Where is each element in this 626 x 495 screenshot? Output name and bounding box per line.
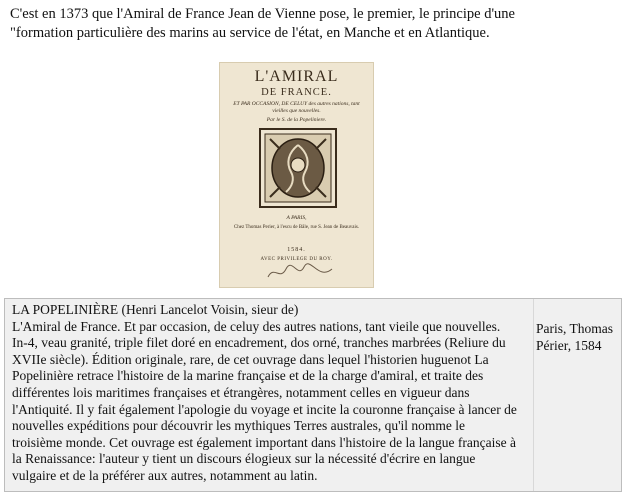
entry-line: L'Amiral de France. Et par occasion, de celuy des autres nations, tant vieile que nouvelles. — [12, 318, 501, 334]
cover-printer: Chez Thomas Perier, à l'escu de Bâle, rue S. Jean de Beauvais. — [233, 225, 360, 230]
entry-line: vulgaire et de la préférer aux autres, notamment au latin. — [12, 467, 318, 483]
cover-author: Par le S. de la Popeliniere. — [266, 117, 327, 123]
entry-line: nouvelles expéditions pour découvrir les mythiques Terres australes, qu'il nomme le — [12, 418, 466, 434]
entry-author: LA POPELINIÈRE (Henri Lancelot Voisin, sieur de) — [12, 302, 299, 317]
publication-place: Paris, Thomas — [536, 321, 613, 336]
cover-place: A PARIS, — [286, 215, 307, 221]
intro-text — [10, 5, 610, 43]
cover-subtitle: ET PAR OCCASION, DE CELUY des autres nations, tant vieilles que nouvelles. — [233, 101, 360, 114]
emblem-icon — [258, 127, 338, 209]
entry-line: la Renaissance: l'auteur y tient un discours élogieux sur la nécessité d'écrire en langue — [12, 451, 476, 467]
cover-privilege: AVEC PRIVILEGE DU ROY. — [260, 257, 333, 262]
intro-line: "formation particulière des marins au service de l'état, en Manche et en Atlantique. — [10, 25, 490, 41]
cover-title: L'AMIRAL — [254, 68, 339, 85]
book-cover-image — [219, 62, 374, 288]
cover-title-2: DE FRANCE. — [261, 87, 332, 98]
publication-printer-year: Périer, 1584 — [536, 337, 602, 353]
entry-line: XVIIe siècle). Édition originale, rare, de cet ouvrage dans lequel l'historien huguenot La — [12, 351, 489, 367]
entry-publication — [536, 321, 620, 354]
entry-line: différentes lois maritimes françaises et étrangères, notamment celles en vigueur dans — [12, 384, 470, 400]
intro-line: C'est en 1373 que l'Amiral de France Jean de Vienne pose, le premier, le principe d'une — [10, 6, 515, 22]
cover-year: 1584. — [287, 247, 306, 253]
entry-description — [12, 302, 537, 485]
signature-mark — [260, 259, 340, 285]
entry-line: Popelinière retrace l'histoire de la marine française et de la charge d'amiral, et traite des — [12, 368, 484, 384]
entry-line: In-4, veau granité, triple filet doré en encadrement, dos orné, tranches marbrées (Reliure du — [12, 335, 506, 351]
catalog-entry — [4, 298, 622, 492]
entry-line: l'Antiquité. Il y fait également l'apologie du voyage et incite la couronne française à lancer de — [12, 401, 517, 417]
entry-line: troisième monde. Cet ouvrage est également important dans l'histoire de la langue française à — [12, 434, 517, 450]
